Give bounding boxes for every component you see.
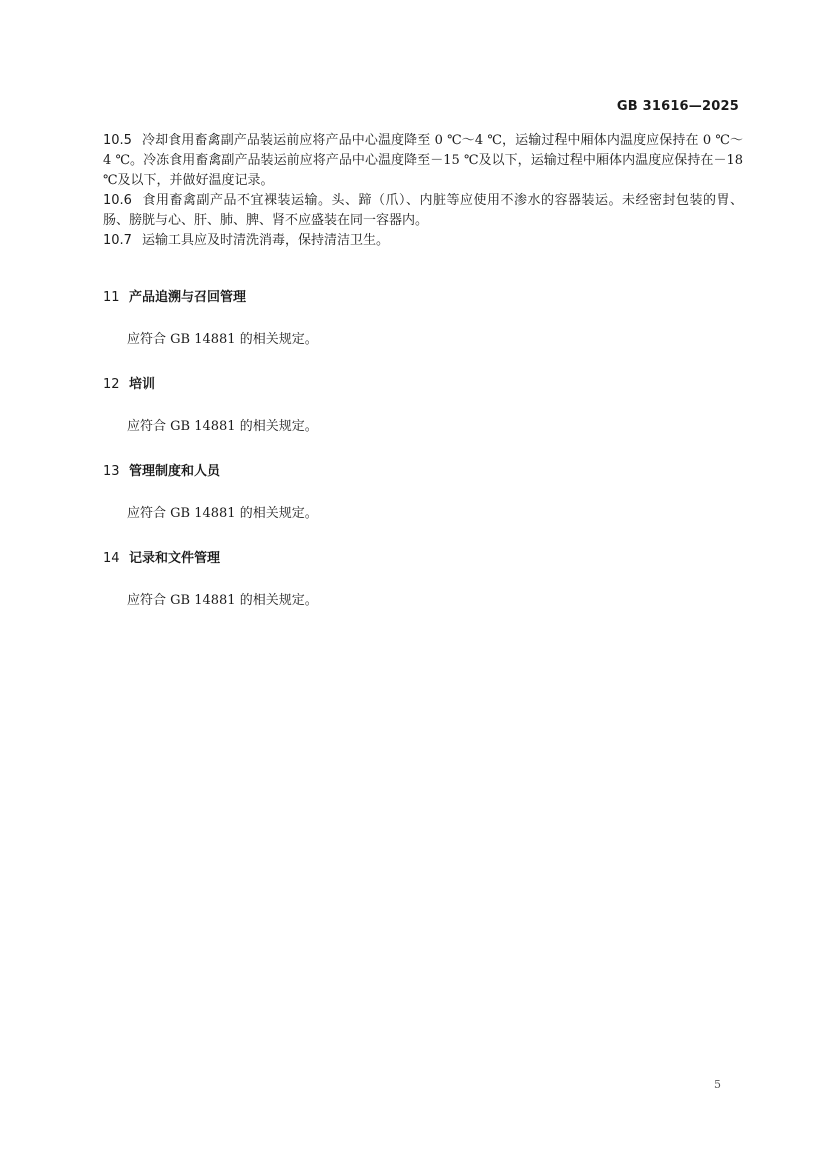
clause-10-6 bbox=[103, 191, 743, 231]
clause-text: 运输工具应及时清洗消毒，保持清洁卫生。 bbox=[141, 233, 389, 248]
section-number: 12 bbox=[103, 377, 120, 392]
clause-list bbox=[103, 131, 743, 251]
section-12 bbox=[103, 375, 743, 437]
section-body: 应符合 GB 14881 的相关规定。 bbox=[127, 506, 318, 521]
page-number: 5 bbox=[714, 1078, 721, 1091]
clause-number: 10.6 bbox=[103, 193, 132, 208]
clause-number: 10.5 bbox=[103, 133, 132, 148]
clause-number: 10.7 bbox=[103, 233, 132, 248]
section-title: 记录和文件管理 bbox=[129, 551, 221, 566]
section-number: 13 bbox=[103, 464, 120, 479]
section-body: 应符合 GB 14881 的相关规定。 bbox=[127, 419, 318, 434]
section-heading bbox=[103, 375, 743, 395]
section-heading bbox=[103, 288, 743, 308]
section-title: 培训 bbox=[129, 377, 156, 392]
section-number: 14 bbox=[103, 551, 120, 566]
clause-10-7 bbox=[103, 231, 743, 251]
section-number: 11 bbox=[103, 290, 120, 305]
section-title: 产品追溯与召回管理 bbox=[129, 290, 247, 305]
section-13 bbox=[103, 462, 743, 524]
section-body: 应符合 GB 14881 的相关规定。 bbox=[127, 593, 318, 608]
section-title: 管理制度和人员 bbox=[129, 464, 221, 479]
clause-text: 冷却食用畜禽副产品装运前应将产品中心温度降至 0 ℃～4 ℃，运输过程中厢体内温度应保持在 0 ℃～4 ℃。冷冻食用畜禽副产品装运前应将产品中心温度降至－15 ℃及以下，运输过程中厢体内温度应保持在－18 ℃及以下，并做好温度记录。 bbox=[103, 133, 743, 188]
section-body: 应符合 GB 14881 的相关规定。 bbox=[127, 332, 318, 347]
clause-text: 食用畜禽副产品不宜裸装运输。头、蹄（爪）、内脏等应使用不渗水的容器装运。未经密封包装的胃、肠、膀胱与心、肝、肺、脾、肾不应盛装在同一容器内。 bbox=[103, 193, 743, 228]
section-heading bbox=[103, 549, 743, 569]
standard-code: GB 31616—2025 bbox=[616, 99, 739, 114]
section-11 bbox=[103, 288, 743, 350]
section-14 bbox=[103, 549, 743, 611]
clause-10-5 bbox=[103, 131, 743, 191]
section-heading bbox=[103, 462, 743, 482]
